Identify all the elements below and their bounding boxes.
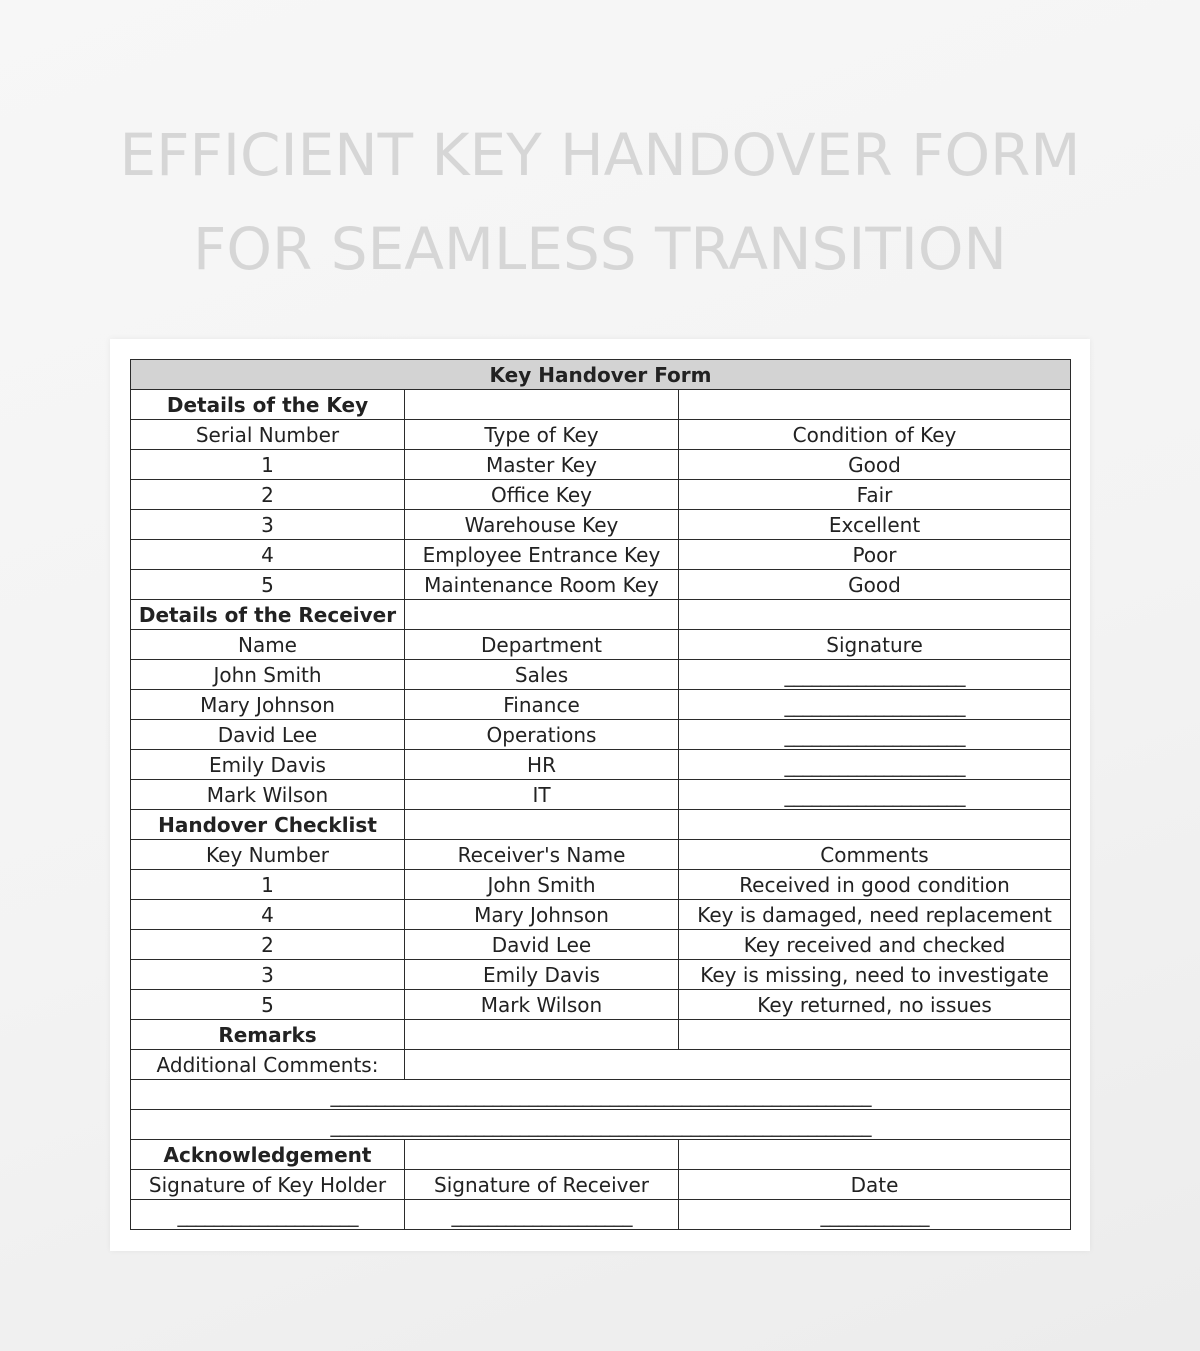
receiver-signature-line[interactable]: ____________________	[405, 1200, 679, 1230]
department-cell: HR	[405, 750, 679, 780]
key-handover-table	[130, 359, 1071, 1230]
key-type-cell: Maintenance Room Key	[405, 570, 679, 600]
serial-number-cell: 4	[131, 540, 405, 570]
column-header: Condition of Key	[679, 420, 1071, 450]
receiver-name-cell: John Smith	[405, 870, 679, 900]
key-number-cell: 1	[131, 870, 405, 900]
table-row	[131, 960, 1071, 990]
key-number-cell: 5	[131, 990, 405, 1020]
receiver-name-cell: John Smith	[131, 660, 405, 690]
signature-line[interactable]: ____________________	[679, 660, 1071, 690]
receiver-name-cell: Mark Wilson	[405, 990, 679, 1020]
column-header: Signature	[679, 630, 1071, 660]
remarks-section-title: Remarks	[131, 1020, 405, 1050]
table-row	[131, 930, 1071, 960]
key-section-title: Details of the Key	[131, 390, 405, 420]
table-row	[131, 450, 1071, 480]
section-row	[131, 1140, 1071, 1170]
department-cell: Sales	[405, 660, 679, 690]
date-line[interactable]: ____________	[679, 1200, 1071, 1230]
table-row	[131, 990, 1071, 1020]
column-header-row	[131, 420, 1071, 450]
checklist-section-title: Handover Checklist	[131, 810, 405, 840]
department-cell: Operations	[405, 720, 679, 750]
serial-number-cell: 2	[131, 480, 405, 510]
department-cell: Finance	[405, 690, 679, 720]
table-row	[131, 510, 1071, 540]
comments-cell: Key is missing, need to investigate	[679, 960, 1071, 990]
key-type-cell: Warehouse Key	[405, 510, 679, 540]
key-number-cell: 3	[131, 960, 405, 990]
column-header: Department	[405, 630, 679, 660]
section-row	[131, 390, 1071, 420]
page-title	[0, 108, 1200, 296]
signature-line[interactable]: ____________________	[679, 690, 1071, 720]
column-header: Serial Number	[131, 420, 405, 450]
serial-number-cell: 5	[131, 570, 405, 600]
section-row	[131, 600, 1071, 630]
receiver-name-cell: Mary Johnson	[405, 900, 679, 930]
page-title-line-2: FOR SEAMLESS TRANSITION	[193, 215, 1007, 283]
empty-cell	[405, 1140, 679, 1170]
column-header-row	[131, 840, 1071, 870]
column-header: Receiver's Name	[405, 840, 679, 870]
receiver-name-cell: David Lee	[131, 720, 405, 750]
table-row	[131, 480, 1071, 510]
empty-cell	[405, 600, 679, 630]
section-row	[131, 1020, 1071, 1050]
serial-number-cell: 1	[131, 450, 405, 480]
table-row	[131, 1110, 1071, 1140]
comments-cell: Key received and checked	[679, 930, 1071, 960]
receiver-name-cell: Emily Davis	[405, 960, 679, 990]
column-header: Signature of Receiver	[405, 1170, 679, 1200]
empty-cell	[405, 810, 679, 840]
key-number-cell: 4	[131, 900, 405, 930]
empty-cell	[679, 810, 1071, 840]
receiver-name-cell: Emily Davis	[131, 750, 405, 780]
empty-cell	[679, 600, 1071, 630]
table-row	[131, 750, 1071, 780]
form-header: Key Handover Form	[131, 360, 1071, 390]
table-row	[131, 780, 1071, 810]
key-condition-cell: Poor	[679, 540, 1071, 570]
table-row	[131, 720, 1071, 750]
serial-number-cell: 3	[131, 510, 405, 540]
additional-comments-field[interactable]	[405, 1050, 1071, 1080]
table-row	[131, 540, 1071, 570]
column-header: Name	[131, 630, 405, 660]
empty-cell	[679, 390, 1071, 420]
section-row	[131, 810, 1071, 840]
key-condition-cell: Good	[679, 450, 1071, 480]
comments-cell: Key is damaged, need replacement	[679, 900, 1071, 930]
signature-line[interactable]: ____________________	[679, 780, 1071, 810]
column-header-row	[131, 1170, 1071, 1200]
key-type-cell: Office Key	[405, 480, 679, 510]
comments-cell: Key returned, no issues	[679, 990, 1071, 1020]
key-condition-cell: Fair	[679, 480, 1071, 510]
key-holder-signature-line[interactable]: ____________________	[131, 1200, 405, 1230]
table-row	[131, 660, 1071, 690]
column-header: Type of Key	[405, 420, 679, 450]
signature-line[interactable]: ____________________	[679, 750, 1071, 780]
column-header: Key Number	[131, 840, 405, 870]
department-cell: IT	[405, 780, 679, 810]
receiver-name-cell: Mark Wilson	[131, 780, 405, 810]
key-number-cell: 2	[131, 930, 405, 960]
column-header-row	[131, 630, 1071, 660]
remarks-line[interactable]: ____________________________________________________________	[131, 1080, 1071, 1110]
table-row	[131, 690, 1071, 720]
receiver-name-cell: David Lee	[405, 930, 679, 960]
table-row	[131, 1080, 1071, 1110]
table-row	[131, 570, 1071, 600]
column-header: Comments	[679, 840, 1071, 870]
page-title-line-1: EFFICIENT KEY HANDOVER FORM	[119, 121, 1081, 189]
empty-cell	[679, 1020, 1071, 1050]
key-type-cell: Employee Entrance Key	[405, 540, 679, 570]
key-type-cell: Master Key	[405, 450, 679, 480]
remarks-line[interactable]: ____________________________________________________________	[131, 1110, 1071, 1140]
additional-comments-label: Additional Comments:	[131, 1050, 405, 1080]
receiver-name-cell: Mary Johnson	[131, 690, 405, 720]
column-header: Signature of Key Holder	[131, 1170, 405, 1200]
table-row	[131, 1200, 1071, 1230]
receiver-section-title: Details of the Receiver	[131, 600, 405, 630]
table-row	[131, 1050, 1071, 1080]
ack-section-title: Acknowledgement	[131, 1140, 405, 1170]
empty-cell	[405, 1020, 679, 1050]
table-row	[131, 900, 1071, 930]
table-header-row	[131, 360, 1071, 390]
table-row	[131, 870, 1071, 900]
key-condition-cell: Good	[679, 570, 1071, 600]
empty-cell	[679, 1140, 1071, 1170]
column-header: Date	[679, 1170, 1071, 1200]
comments-cell: Received in good condition	[679, 870, 1071, 900]
key-condition-cell: Excellent	[679, 510, 1071, 540]
signature-line[interactable]: ____________________	[679, 720, 1071, 750]
empty-cell	[405, 390, 679, 420]
